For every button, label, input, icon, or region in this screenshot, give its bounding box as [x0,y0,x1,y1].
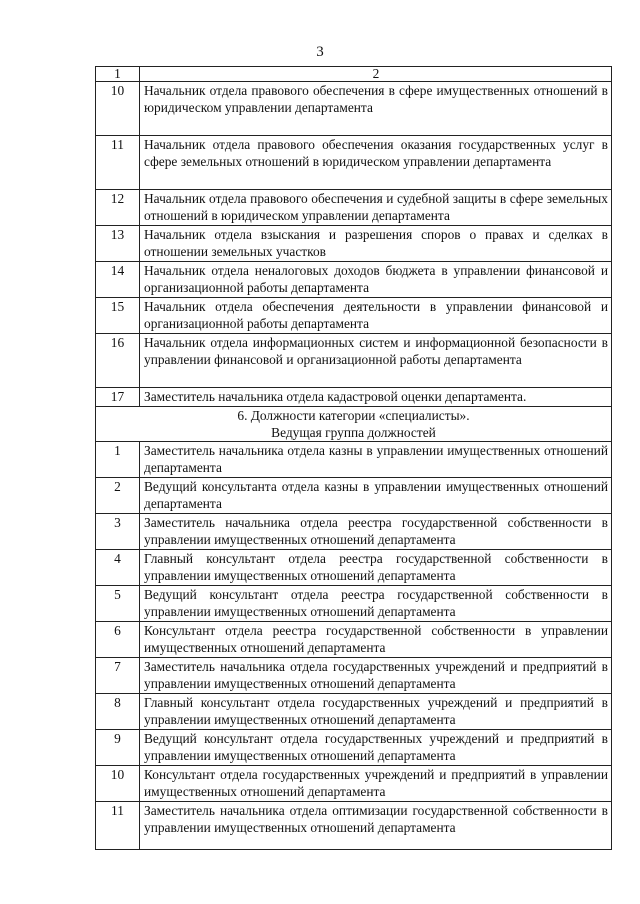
row-number: 8 [96,694,140,730]
header-col-1: 1 [96,67,140,82]
position-title: Заместитель начальника отдела казны в управлении имущественных отношений департамента [140,442,612,478]
row-number: 12 [96,190,140,226]
row-number: 1 [96,442,140,478]
row-number: 4 [96,550,140,586]
row-number: 6 [96,622,140,658]
position-title: Ведущий консультант отдела государственных учреждений и предприятий в управлении имущественных отношений департамента [140,730,612,766]
table-row [96,766,612,802]
header-col-2: 2 [140,67,612,82]
position-title: Начальник отдела правового обеспечения оказания государственных услуг в сфере земельных отношений в юридическом управлении департамента [140,136,612,190]
section-heading-row [96,407,612,442]
position-title: Ведущий консультанта отдела казны в управлении имущественных отношений департамента [140,478,612,514]
table-row [96,388,612,407]
row-number: 2 [96,478,140,514]
table-row [96,622,612,658]
table-row [96,136,612,190]
table-row [96,478,612,514]
position-title: Начальник отдела правового обеспечения и судебной защиты в сфере земельных отношений в юридическом управлении департамента [140,190,612,226]
row-number: 10 [96,82,140,136]
row-number: 17 [96,388,140,407]
row-number: 11 [96,802,140,850]
table-row [96,730,612,766]
row-number: 13 [96,226,140,262]
row-number: 10 [96,766,140,802]
position-title: Консультант отдела государственных учреждений и предприятий в управлении имущественных отношений департамента [140,766,612,802]
table-row [96,442,612,478]
section-title: 6. Должности категории «специалисты». [237,408,470,423]
position-title: Начальник отдела взыскания и разрешения споров о правах и сделках в отношении земельных участков [140,226,612,262]
table-row [96,694,612,730]
position-title: Главный консультант отдела государственных учреждений и предприятий в управлении имущественных отношений департамента [140,694,612,730]
table-header-row [96,67,612,82]
table-row [96,298,612,334]
table-row [96,190,612,226]
row-number: 14 [96,262,140,298]
group-title: Ведущая группа должностей [271,425,436,440]
page-number: 3 [316,44,324,60]
table-row [96,658,612,694]
positions-table [95,66,612,850]
row-number: 16 [96,334,140,388]
table-row [96,586,612,622]
row-number: 15 [96,298,140,334]
row-number: 5 [96,586,140,622]
position-title: Начальник отдела правового обеспечения в сфере имущественных отношений в юридическом управлении департамента [140,82,612,136]
position-title: Главный консультант отдела реестра государственной собственности в управлении имущественных отношений департамента [140,550,612,586]
position-title: Консультант отдела реестра государственной собственности в управлении имущественных отношений департамента [140,622,612,658]
row-number: 3 [96,514,140,550]
table-row [96,262,612,298]
row-number: 7 [96,658,140,694]
table-row [96,802,612,850]
table-row [96,550,612,586]
table-row [96,334,612,388]
position-title: Заместитель начальника отдела кадастровой оценки департамента. [140,388,612,407]
position-title: Заместитель начальника отдела государственных учреждений и предприятий в управлении имущественных отношений департамента [140,658,612,694]
row-number: 11 [96,136,140,190]
position-title: Начальник отдела информационных систем и информационной безопасности в управлении финансовой и организационной работы департамента [140,334,612,388]
table-row [96,82,612,136]
position-title: Начальник отдела неналоговых доходов бюджета в управлении финансовой и организационной работы департамента [140,262,612,298]
row-number: 9 [96,730,140,766]
position-title: Начальник отдела обеспечения деятельности в управлении финансовой и организационной работы департамента [140,298,612,334]
table-row [96,514,612,550]
table-row [96,226,612,262]
position-title: Заместитель начальника отдела оптимизации государственной собственности в управлении имущественных отношений департамента [140,802,612,850]
position-title: Заместитель начальника отдела реестра государственной собственности в управлении имущественных отношений департамента [140,514,612,550]
position-title: Ведущий консультант отдела реестра государственной собственности в управлении имущественных отношений департамента [140,586,612,622]
